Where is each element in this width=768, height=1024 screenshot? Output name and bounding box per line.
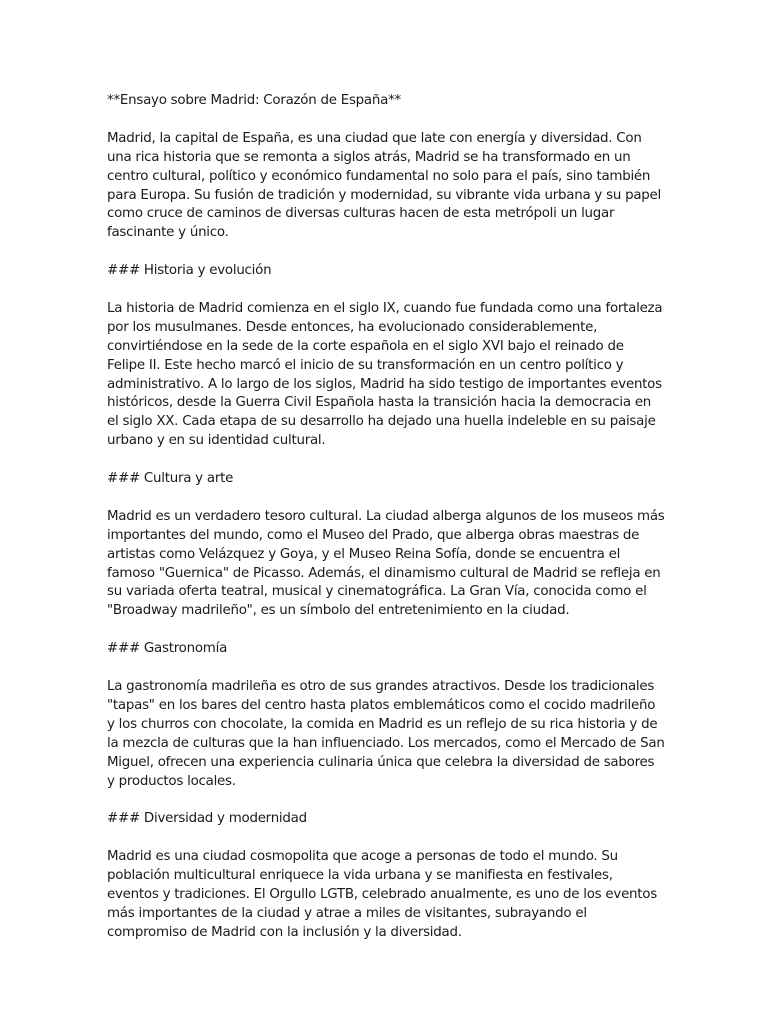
document-page [107, 92, 665, 962]
intro-paragraph: Madrid, la capital de España, es una ciudad que late con energía y diversidad. Con una rica historia que se remonta a siglos atrás, Madrid se ha transformado en un centro cultural, político y económico fundamental no solo para el país, sino también para Europa. Su fusión de tradición y modernidad, su vibrante vida urbana y su papel como cruce de caminos de diversas culturas hacen de esta metrópoli un lugar fascinante y único. [107, 130, 661, 241]
section-heading-gastronomia: ### Gastronomía [107, 641, 228, 657]
document-title: **Ensayo sobre Madrid: Corazón de España** [107, 93, 401, 108]
section-heading-cultura: ### Cultura y arte [107, 471, 234, 487]
section-body-gastronomia: La gastronomía madrileña es otro de sus grandes atractivos. Desde los tradicionales "tapas" en los bares del centro hasta platos emblemáticos como el cocido madrileño y los churros con chocolate, la comida en Madrid es un reflejo de su rica historia y de la mezcla de culturas que la han influenciado. Los mercados, como el Mercado de San Miguel, ofrecen una experiencia culinaria única que celebra la diversidad de sabores y productos locales. [107, 678, 665, 789]
section-heading-historia: ### Historia y evolución [107, 263, 272, 279]
section-body-cultura: Madrid es un verdadero tesoro cultural. La ciudad alberga algunos de los museos más importantes del mundo, como el Museo del Prado, que alberga obras maestras de artistas como Velázquez y Goya, y el Museo Reina Sofía, donde se encuentra el famoso "Guernica" de Picasso. Además, el dinamismo cultural de Madrid se refleja en su variada oferta teatral, musical y cinematográfica. La Gran Vía, conocida como el "Broadway madrileño", es un símbolo del entretenimiento en la ciudad. [107, 508, 665, 619]
section-heading-diversidad: ### Diversidad y modernidad [107, 811, 307, 827]
section-body-diversidad: Madrid es una ciudad cosmopolita que acoge a personas de todo el mundo. Su población multicultural enriquece la vida urbana y se manifiesta en festivales, eventos y tradiciones. El Orgullo LGTB, celebrado anualmente, es uno de los eventos más importantes de la ciudad y atrae a miles de visitantes, subrayando el compromiso de Madrid con la inclusión y la diversidad. [107, 849, 657, 940]
section-body-historia: La historia de Madrid comienza en el siglo IX, cuando fue fundada como una fortaleza por los musulmanes. Desde entonces, ha evolucionado considerablemente, convirtiéndose en la sede de la corte española en el siglo XVI bajo el reinado de Felipe II. Este hecho marcó el inicio de su transformación en un centro político y administrativo. A lo largo de los siglos, Madrid ha sido testigo de importantes eventos históricos, desde la Guerra Civil Española hasta la transición hacia la democracia en el siglo XX. Cada etapa de su desarrollo ha dejado una huella indeleble en su paisaje urbano y en su identidad cultural. [107, 300, 663, 449]
